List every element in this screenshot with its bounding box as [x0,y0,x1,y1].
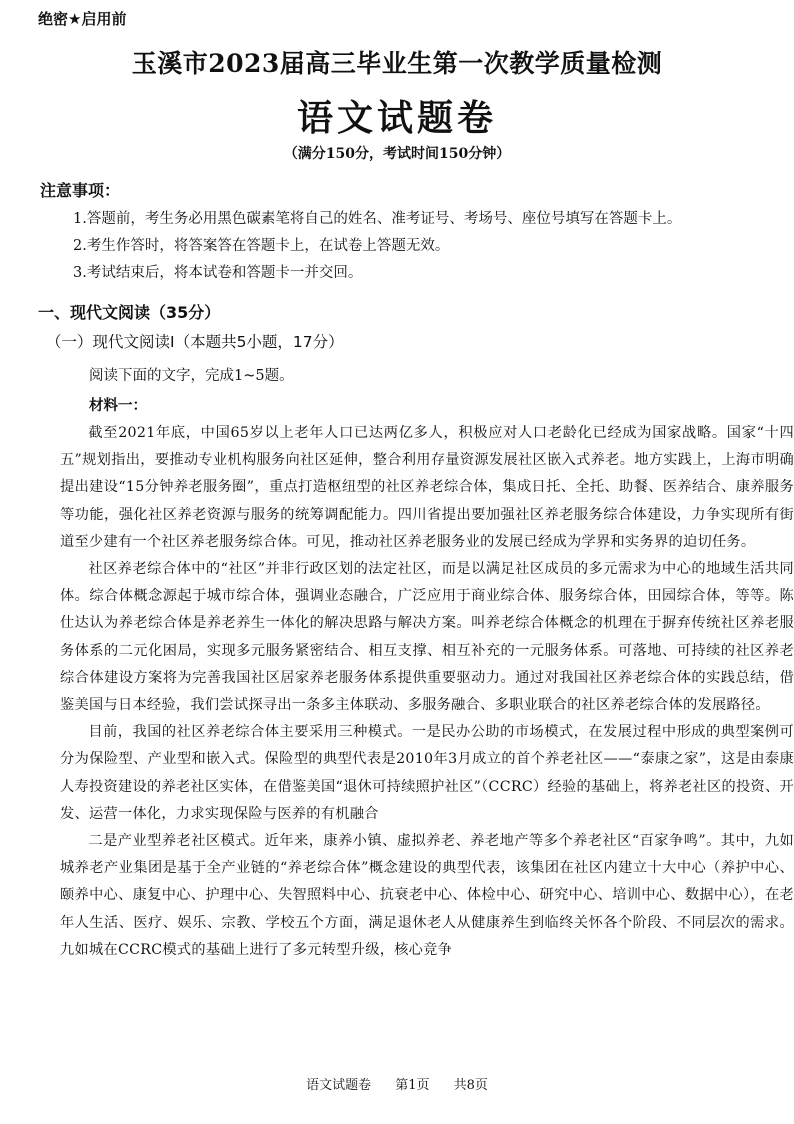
footer-page-number: 第1页 [395,1078,430,1093]
paragraph: 目前，我国的社区养老综合体主要采用三种模式。一是民办公助的市场模式，在发展过程中形成的典型案例可分为保险型、产业型和嵌入式。保险型的典型代表是2010年3月成立的首个养老社区——“泰康之家”，这是由泰康人寿投资建设的养老社区实体，在借鉴美国“退休可持续照护社区”（CCRC）经验的基础上，将养老社区的投资、开发、运营一体化，力求实现保险与医养的有机融合 [60,724,794,822]
footer-paper-name: 语文试题卷 [306,1078,372,1093]
notice-title: 注意事项： [40,181,121,200]
material-body [60,420,794,964]
paragraph: 社区养老综合体中的“社区”并非行政区划的法定社区，而是以满足社区成员的多元需求为中心的地域生活共同体。综合体概念源起于城市综合体，强调业态融合，广泛应用于商业综合体、服务综合体，田园综合体，等等。陈仕达认为养老综合体是养老养生一体化的解决思路与解决方案。叫养老综合体概念的机理在于摒弃传统社区养老服务体系的二元化困局，实现多元服务紧密结合、相互支撑、相互补充的一元服务体系。可落地、可持续的社区养老综合体建设方案将为完善我国社区居家养老服务体系提供重要驱动力。通过对我国社区养老综合体的实践总结，借鉴美国与日本经验，我们尝试探寻出一条多主体联动、多服务融合、多职业联合的社区养老综合体的发展路径。 [60,561,794,714]
notice-list [73,206,773,287]
paper-title: 语文试题卷 [296,97,497,139]
section-subheading: （一）现代文阅读Ⅰ（本题共5小题，17分） [46,333,344,351]
page-footer [0,1074,794,1093]
paragraph: 截至2021年底，中国65岁以上老年人口已达两亿多人，积极应对人口老龄化已经成为国家战略。国家“十四五”规划指出，要推动专业机构服务向社区延伸，整合利用存量资源发展社区嵌入式养老。地方实践上，上海市明确提出建设“15分钟养老服务圈”，重点打造枢纽型的社区养老综合体，集成日托、全托、助餐、医养结合、康养服务等功能，强化社区养老资源与服务的统筹调配能力。四川省提出要加强社区养老服务综合体建设，力争实现所有街道至少建有一个社区养老服务综合体。可见，推动社区养老服务业的发展已经成为学界和实务界的迫切任务。 [60,425,794,550]
reading-instruction: 阅读下面的文字，完成1~5题。 [89,368,294,384]
notice-item: 2.考生作答时，将答案答在答题卡上，在试卷上答题无效。 [73,238,450,254]
score-info: （满分150分，考试时间150分钟） [283,146,511,162]
section-heading: 一、现代文阅读（35分） [38,303,221,322]
notice-item: 1.答题前，考生务必用黑色碳素笔将自己的姓名、准考证号、考场号、座位号填写在答题卡上。 [73,211,682,227]
notice-item: 3.考试结束后，将本试卷和答题卡一并交回。 [73,265,363,281]
material-label: 材料一： [89,398,147,414]
paragraph: 二是产业型养老社区模式。近年来，康养小镇、虚拟养老、养老地产等多个养老社区“百家争鸣”。其中，九如城养老产业集团是基于全产业链的“养老综合体”概念建设的典型代表，该集团在社区内建立十大中心（养护中心、颐养中心、康复中心、护理中心、失智照料中心、抗衰老中心、体检中心、研究中心、培训中心、数据中心），在老年人生活、医疗、娱乐、宗教、学校五个方面，满足退休老人从健康养生到临终关怀各个阶段、不同层次的需求。九如城在CCRC模式的基础上进行了多元转型升级，核心竞争 [60,833,794,958]
exam-title: 玉溪市2023届高三毕业生第一次教学质量检测 [131,49,663,78]
footer-total-pages: 共8页 [453,1078,488,1093]
secret-mark: 绝密★启用前 [38,10,127,28]
